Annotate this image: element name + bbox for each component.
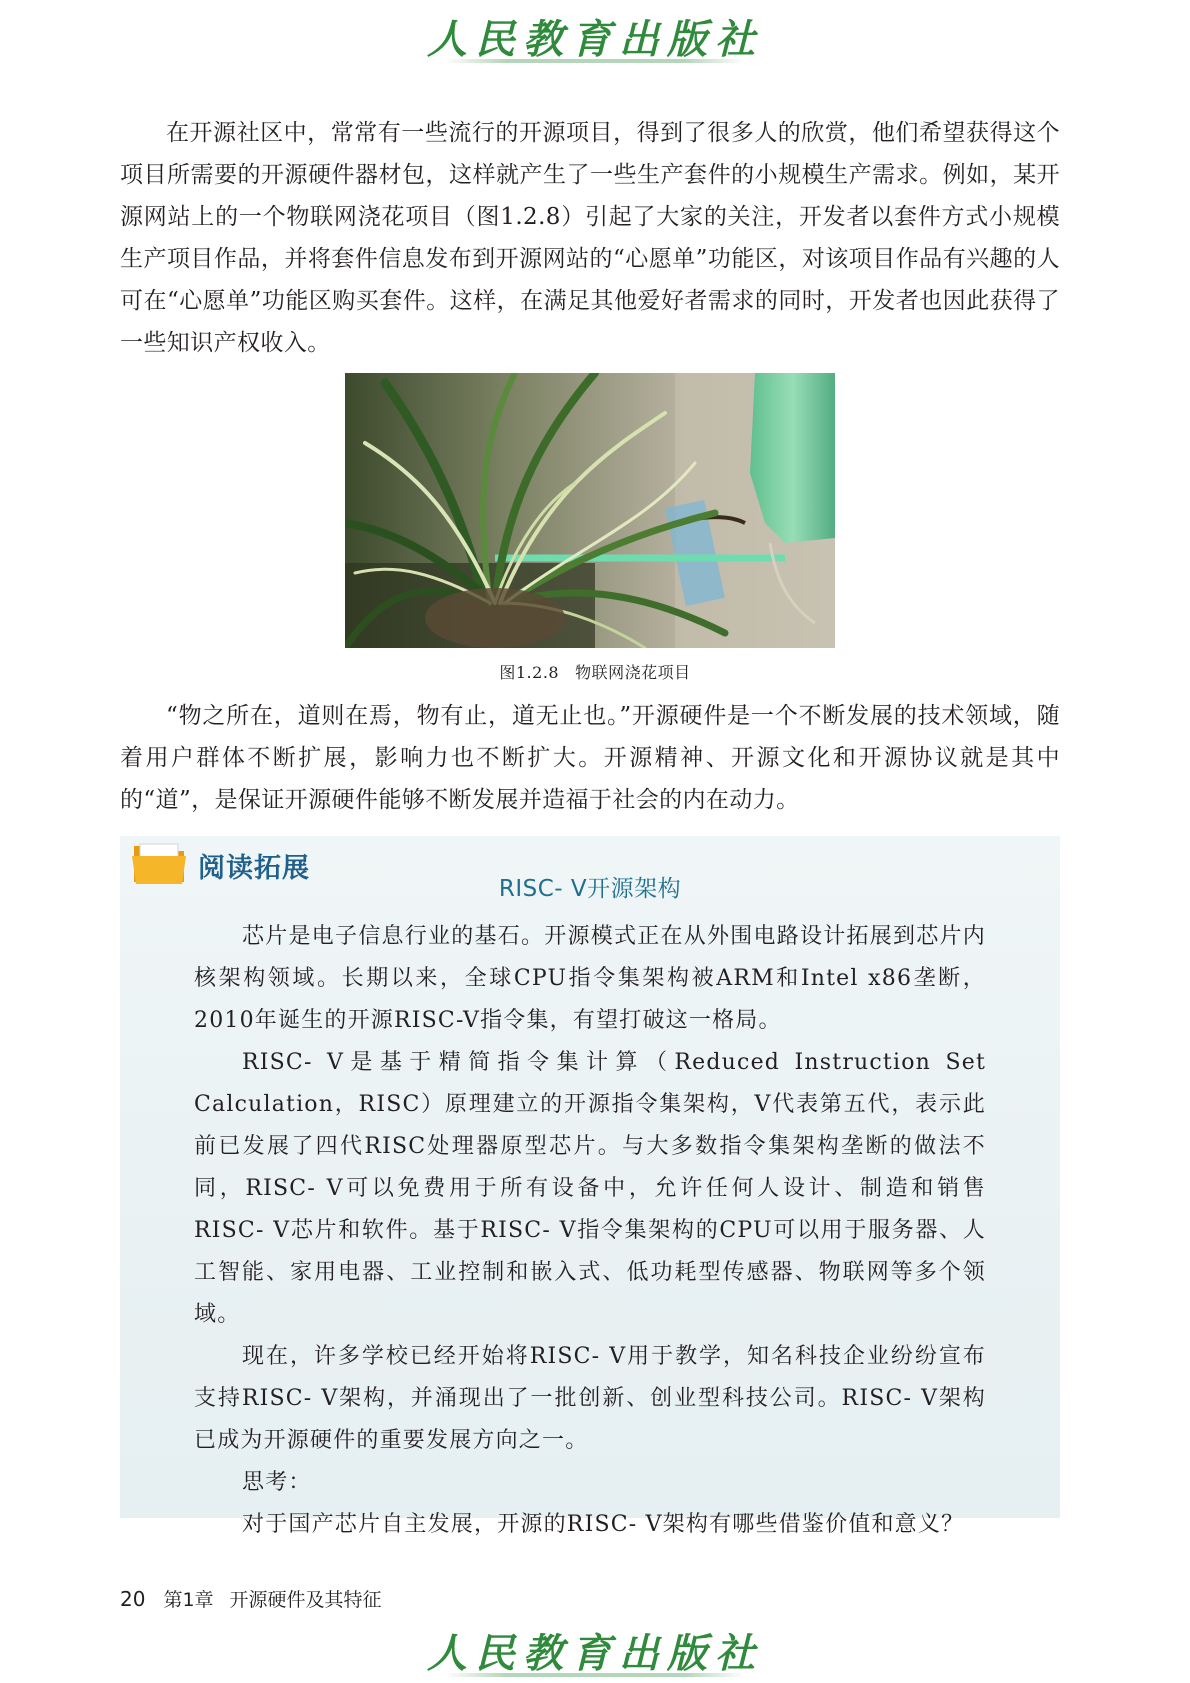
logo-stroke — [445, 59, 745, 63]
body-paragraph-2: “物之所在，道则在焉，物有止，道无止也。”开源硬件是一个不断发展的技术领域，随着用户群体不断扩展，影响力也不断扩大。开源精神、开源文化和开源协议就是其中的“道”，是保证开源硬件能够不断发展并造福于社会的内在动力。 — [120, 703, 1060, 813]
reading-think-label: 思考： — [242, 1470, 312, 1495]
reading-paragraph-3: 现在，许多学校已经开始将RISC- V用于教学，知名科技企业纷纷宣布支持RISC- V架构，并涌现出了一批创新、创业型科技公司。RISC- V架构已成为开源硬件的重要发展方向之一。 — [194, 1344, 986, 1453]
chapter-title: 开源硬件及其特征 — [229, 1589, 382, 1611]
reading-extension-box — [120, 836, 1060, 1537]
reading-paragraph-1: 芯片是电子信息行业的基石。开源模式正在从外围电路设计拓展到芯片内核架构领域。长期以来，全球CPU指令集架构被ARM和Intel x86垄断，2010年诞生的开源RISC-V指令集，有望打破这一格局。 — [194, 924, 986, 1033]
chapter-label: 第1章 — [163, 1589, 214, 1611]
reading-paragraph-2: RISC- V是基于精简指令集计算（Reduced Instruction Set Calculation，RISC）原理建立的开源指令集架构，V代表第五代，表示此前已发展了四代RISC处理器原型芯片。与大多数指令集架构垄断的做法不同，RISC- V可以免费用于所有设备中，允许任何人设计、制造和销售RISC- V芯片和软件。基于RISC- V指令集架构的CPU可以用于服务器、人工智能、家用电器、工业控制和嵌入式、低功耗型传感器、物联网等多个领域。 — [194, 1050, 986, 1327]
page-number: 20 — [120, 1587, 146, 1611]
figure-photo-plant-watering — [345, 373, 835, 648]
logo-stroke — [445, 1673, 745, 1677]
publisher-logo-text: 人民教育出版社 — [427, 16, 763, 63]
reading-box-heading: RISC- V开源架构 — [498, 876, 682, 902]
publisher-logo-top — [0, 8, 1190, 63]
body-paragraph-1: 在开源社区中，常常有一些流行的开源项目，得到了很多人的欣赏，他们希望获得这个项目所需要的开源硬件器材包，这样就产生了一些生产套件的小规模生产需求。例如，某开源网站上的一个物联网浇花项目（图1.2.8）引起了大家的关注，开发者以套件方式小规模生产项目作品，并将套件信息发布到开源网站的“心愿单”功能区，对该项目作品有兴趣的人可在“心愿单”功能区购买套件。这样，在满足其他爱好者需求的同时，开发者也因此获得了一些知识产权收入。 — [120, 120, 1060, 356]
figure-caption-text: 物联网浇花项目 — [575, 663, 691, 682]
reading-think-question: 对于国产芯片自主发展，开源的RISC- V架构有哪些借鉴价值和意义？ — [242, 1512, 965, 1537]
publisher-logo-text: 人民教育出版社 — [427, 1630, 763, 1677]
figure-caption — [0, 660, 1190, 683]
reading-box-title: 阅读拓展 — [198, 853, 310, 884]
publisher-logo-bottom — [0, 1622, 1190, 1677]
figure-number: 图1.2.8 — [499, 663, 560, 682]
reading-box-body — [194, 916, 986, 1546]
page-footer — [120, 1585, 382, 1612]
